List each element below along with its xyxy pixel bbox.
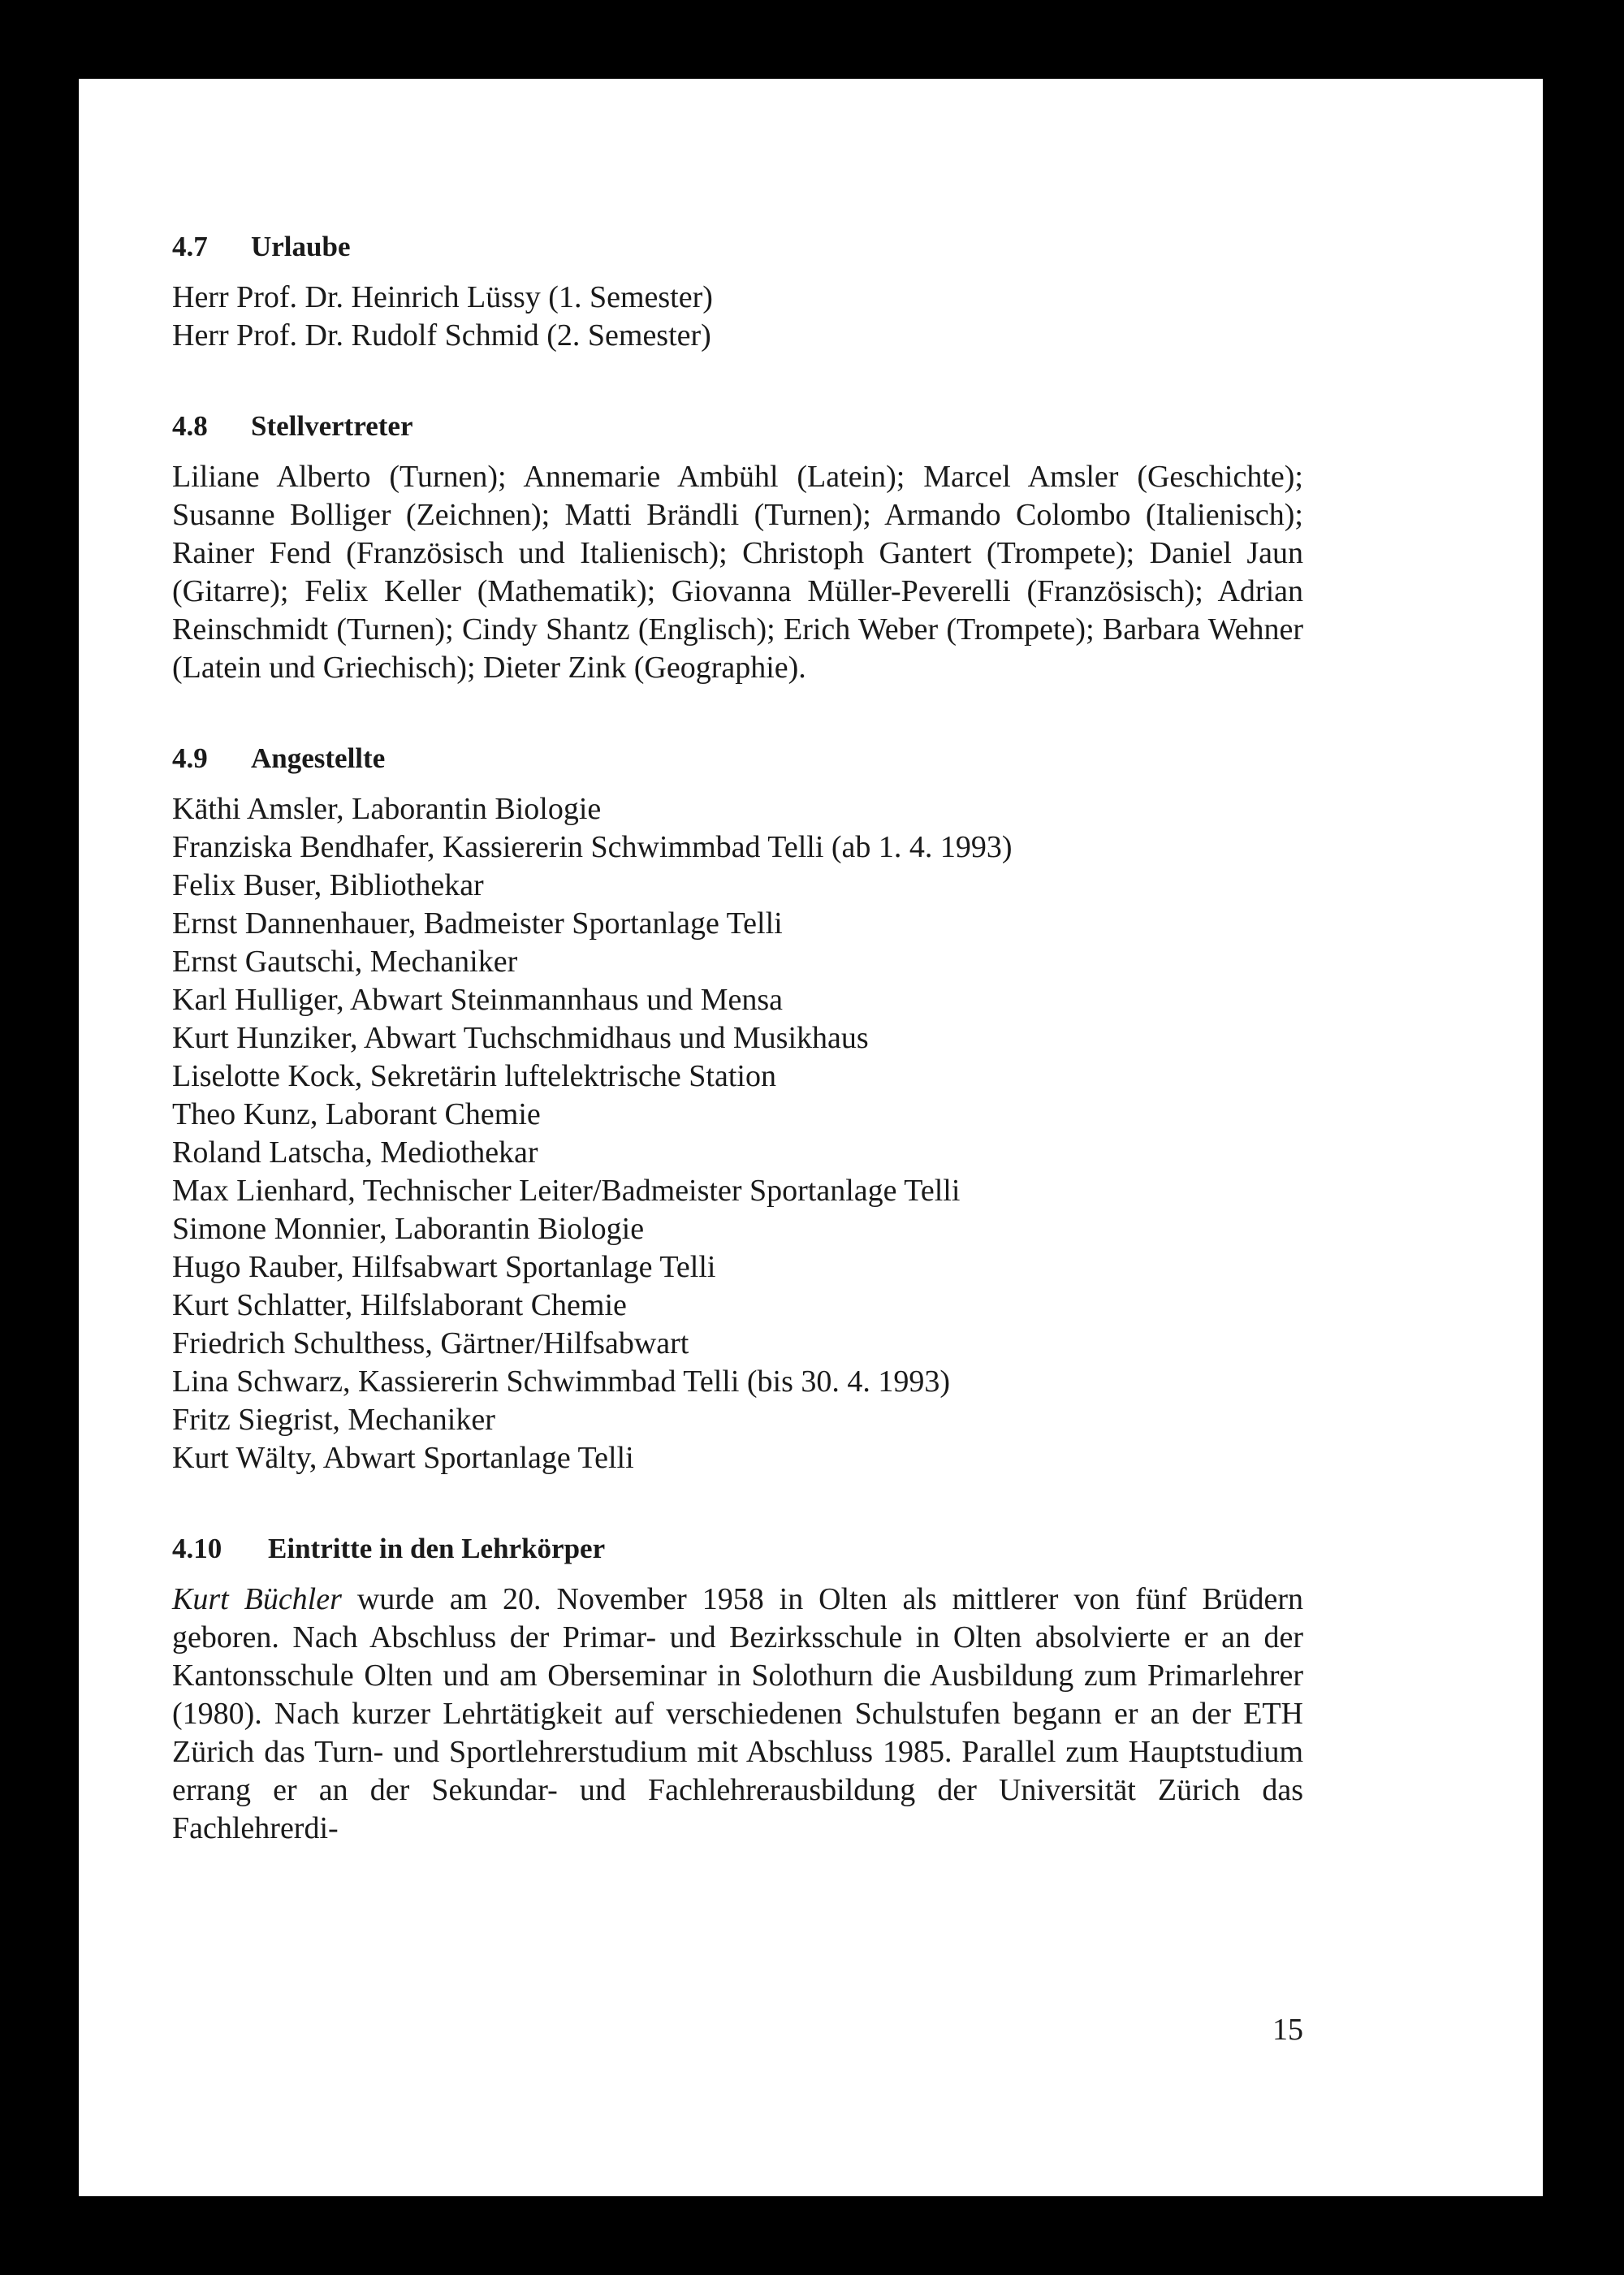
list-item: Lina Schwarz, Kassiererin Schwimmbad Telli (bis 30. 4. 1993) [172, 1365, 951, 1399]
list-item: Hugo Rauber, Hilfsabwart Sportanlage Telli [172, 1250, 716, 1284]
list-item: Kurt Hunziker, Abwart Tuchschmidhaus und Musikhaus [172, 1021, 869, 1055]
section-heading-angestellte [172, 739, 1303, 777]
section-title: Urlaube [251, 231, 351, 262]
page-number: 15 [1272, 2013, 1303, 2047]
section-title: Angestellte [251, 742, 386, 774]
document-page [79, 79, 1543, 2196]
stellvertreter-paragraph: Liliane Alberto (Turnen); Annemarie Ambühl (Latein); Marcel Amsler (Geschichte); Susanne Bolliger (Zeichnen); Matti Brändli (Turnen); Armando Colombo (Italienisch); Rainer Fend (Französisch und Italienisch); Christoph Gantert (Trompete); Daniel Jaun (Gitarre); Felix Keller (Mathematik); Giovanna Müller-Peverelli (Französisch); Adrian Reinschmidt (Turnen); Cindy Shantz (Englisch); Erich Weber (Trompete); Barbara Wehner (Latein und Griechisch); Dieter Zink (Geographie). [172, 460, 1303, 685]
list-item: Max Lienhard, Technischer Leiter/Badmeister Sportanlage Telli [172, 1174, 961, 1208]
section-number: 4.10 [172, 1533, 222, 1564]
list-item: Käthi Amsler, Laborantin Biologie [172, 792, 602, 826]
section-title: Eintritte in den Lehrkörper [268, 1533, 606, 1564]
list-item: Kurt Schlatter, Hilfslaborant Chemie [172, 1288, 627, 1322]
list-item: Ernst Gautschi, Mechaniker [172, 945, 518, 979]
list-item: Herr Prof. Dr. Rudolf Schmid (2. Semester) [172, 318, 711, 352]
angestellte-list [172, 790, 1303, 1477]
person-name: Kurt Büchler [172, 1582, 342, 1616]
section-number: 4.7 [172, 231, 208, 262]
urlaube-list [172, 279, 1303, 355]
biography-text: wurde am 20. November 1958 in Olten als mittlerer von fünf Brüdern geboren. Nach Abschluss der Primar- und Bezirksschule in Olten absolvierte er an der Kantonsschule Olten und am Oberseminar in Solothurn die Ausbildung zum Primarlehrer (1980). Nach kurzer Lehrtätigkeit auf verschiedenen Schulstufen begann er an der ETH Zürich das Turn- und Sportlehrerstudium mit Abschluss 1985. Parallel zum Hauptstudium errang er an der Sekundar- und Fachlehrerausbildung der Universität Zürich das Fachlehrerdi- [172, 1582, 1304, 1845]
list-item: Herr Prof. Dr. Heinrich Lüssy (1. Semester) [172, 280, 713, 314]
list-item: Roland Latscha, Mediothekar [172, 1135, 538, 1170]
section-heading-stellvertreter [172, 407, 1303, 445]
section-number: 4.9 [172, 742, 208, 774]
section-number: 4.8 [172, 410, 208, 442]
list-item: Kurt Wälty, Abwart Sportanlage Telli [172, 1441, 634, 1475]
list-item: Simone Monnier, Laborantin Biologie [172, 1212, 645, 1246]
list-item: Franziska Bendhafer, Kassiererin Schwimmbad Telli (ab 1. 4. 1993) [172, 830, 1013, 864]
list-item: Karl Hulliger, Abwart Steinmannhaus und Mensa [172, 983, 784, 1017]
list-item: Liselotte Kock, Sekretärin luftelektrische Station [172, 1059, 776, 1093]
list-item: Fritz Siegrist, Mechaniker [172, 1403, 495, 1437]
page-content [172, 227, 1303, 1848]
section-heading-urlaube [172, 227, 1303, 266]
section-heading-eintritte [172, 1529, 1303, 1568]
list-item: Friedrich Schulthess, Gärtner/Hilfsabwart [172, 1326, 689, 1360]
list-item: Theo Kunz, Laborant Chemie [172, 1097, 541, 1131]
list-item: Ernst Dannenhauer, Badmeister Sportanlage Telli [172, 906, 783, 941]
list-item: Felix Buser, Bibliothekar [172, 868, 484, 902]
eintritte-paragraph [172, 1581, 1303, 1848]
section-title: Stellvertreter [251, 410, 413, 442]
